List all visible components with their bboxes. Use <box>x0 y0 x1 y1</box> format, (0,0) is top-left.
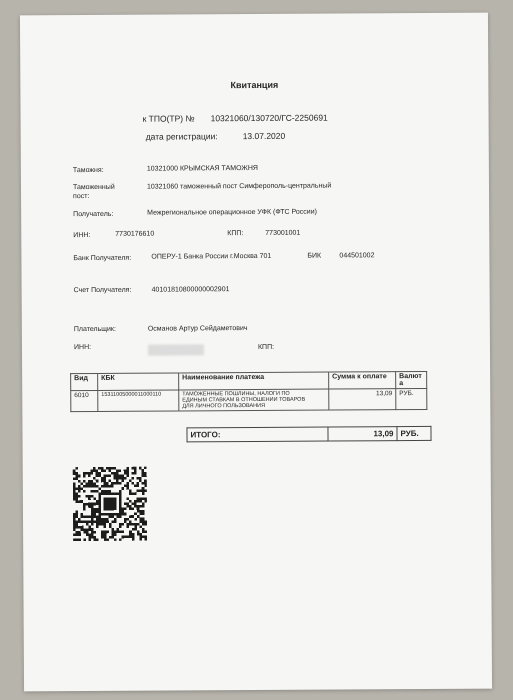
bank-label: Банк Получателя: <box>73 254 132 263</box>
payer-kpp-label: КПП: <box>257 343 275 351</box>
tpo-label: к ТПО(ТР) № <box>142 113 195 124</box>
row-currency: РУБ. <box>396 388 427 409</box>
payer-label: Плательщик: <box>73 325 116 334</box>
account-value: 40101810800000002901 <box>151 286 230 294</box>
col-vid: Вид <box>71 373 98 390</box>
row-name <box>179 389 329 411</box>
registration-label: дата регистрации: <box>145 131 218 142</box>
customs-label: Таможня: <box>72 166 104 175</box>
payer-inn-label: ИНН: <box>73 344 92 352</box>
customs-value: 10321000 КРЫМСКАЯ ТАМОЖНЯ <box>146 164 258 173</box>
table-header-row <box>71 371 427 390</box>
recipient-kpp: 773001001 <box>265 229 301 237</box>
account-label: Счет Получателя: <box>73 286 132 295</box>
payments-table <box>70 371 427 412</box>
recipient-kpp-label: КПП: <box>227 230 244 238</box>
col-currency-line2: а <box>399 380 404 388</box>
bik-value: 044501002 <box>339 252 375 260</box>
row-sum: 13,09 <box>329 389 396 410</box>
recipient-value: Межрегиональное операционное УФК (ФТС России) <box>147 208 317 217</box>
bank-value: ОПЕРУ-1 Банка России г.Москва 701 <box>151 252 272 261</box>
registration-date: 13.07.2020 <box>242 130 286 142</box>
recipient-label: Получатель: <box>73 210 114 219</box>
row-name-line1: ТАМОЖЕННЫЕ ПОШЛИНЫ, НАЛОГИ ПО <box>182 390 290 398</box>
customs-post-label-1: Таможенный <box>72 183 115 192</box>
row-vid: 6010 <box>71 390 98 411</box>
total-label: ИТОГО: <box>187 427 328 442</box>
row-name-line3: ДЛЯ ЛИЧНОГО ПОЛЬЗОВАНИЯ <box>182 402 266 410</box>
redacted-inn <box>148 344 204 355</box>
recipient-inn: 7730176610 <box>115 230 155 238</box>
col-kbk: КБК <box>98 373 179 390</box>
receipt-page <box>20 13 492 692</box>
total-currency: РУБ. <box>397 426 431 440</box>
bik-label: БИК <box>307 252 322 260</box>
qr-code-icon <box>73 467 147 541</box>
tpo-number: 10321060/130720/ГС-2250691 <box>210 112 328 124</box>
col-currency <box>396 371 427 388</box>
customs-post-label-2: пост: <box>73 193 90 201</box>
total-table <box>186 426 431 442</box>
customs-post-value: 10321060 таможенный пост Симферополь-центральный <box>146 182 332 191</box>
total-sum: 13,09 <box>328 427 397 441</box>
payer-value: Османов Артур Сейдаметович <box>147 325 248 333</box>
row-name-line2: ЕДИНЫМ СТАВКАМ В ОТНОШЕНИИ ТОВАРОВ <box>182 396 306 404</box>
table-row <box>71 388 427 411</box>
document-title: Квитанция <box>230 79 279 91</box>
row-kbk: 15311005000011000110 <box>98 390 179 411</box>
col-name: Наименование платежа <box>179 372 329 390</box>
recipient-inn-label: ИНН: <box>73 232 91 240</box>
col-sum: Сумма к оплате <box>329 372 396 389</box>
col-currency-line1: Валют <box>399 372 422 381</box>
